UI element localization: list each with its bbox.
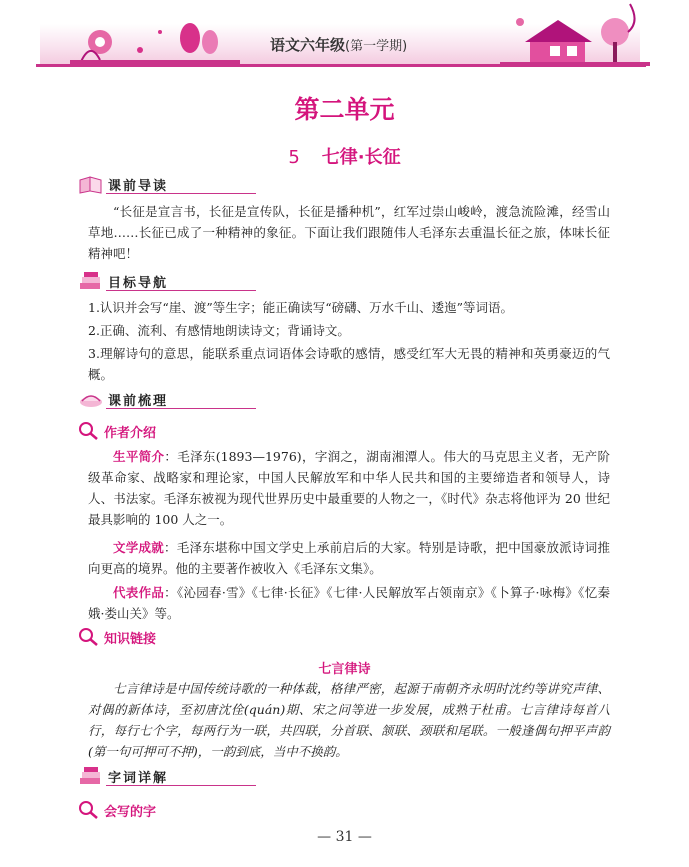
magnifier-icon [78, 800, 100, 820]
unit-title: 第二单元 [294, 95, 395, 124]
knowledge-heading: 知识链接 [78, 626, 156, 648]
magnifier-icon [78, 627, 100, 647]
section-review-heading: 课前梳理 [78, 388, 168, 410]
author-life: 生平简介：毛泽东(1893—1976)，字润之，湖南湘潭人。伟大的马克思主义者，无产阶级革命家、战略家和理论家，中国人民解放军和中华人民共和国的主要缔造者和领导人，诗人、书法家。毛泽东被视为现代世界历史中最重要的人物之一，《时代》杂志将他评为 20 世纪最具影响的 100 人之一。 [88, 449, 610, 527]
goal-item: 1.认识并会写“崖、渡”等生字；能正确读写“磅礴、万水千山、逶迤”等词语。 [88, 300, 513, 315]
lesson-number: 5 [288, 147, 300, 168]
preview-paragraph: “长征是宣言书，长征是宣传队，长征是播种机”，红军过崇山峻岭，渡急流险滩，经雪山草地……长征已成了一种精神的象征。下面让我们跟随伟人毛泽东去重温长征之旅，体味长征精神吧！ [88, 204, 610, 261]
author-works: 代表作品：《沁园春·雪》《七律·长征》《七律·人民解放军占领南京》《卜算子·咏梅》《忆秦娥·娄山关》等。 [88, 585, 610, 621]
section-preview-heading: 课前导读 [78, 173, 168, 195]
flower-decoration-icon [70, 20, 240, 66]
lesson-title [0, 143, 689, 169]
magnifier-icon [78, 421, 100, 441]
page-number: — 31 — [317, 829, 372, 845]
books-stack-icon [78, 766, 104, 786]
open-book-icon [78, 389, 104, 409]
goal-item: 3.理解诗句的意思，能联系重点词语体会诗歌的感情，感受红军大无畏的精神和英勇豪迈的气概。 [88, 346, 610, 382]
books-stack-icon [78, 271, 104, 291]
knowledge-title: 七言律诗 [318, 662, 371, 677]
header-title: 语文六年级(第一学期) [270, 36, 408, 54]
write-heading: 会写的字 [78, 799, 156, 821]
section-words-heading: 字词详解 [78, 765, 168, 787]
page-header [0, 0, 689, 70]
author-achievement: 文学成就：毛泽东堪称中国文学史上承前启后的大家。特别是诗歌，把中国豪放派诗词推向更高的境界。他的主要著作被收入《毛泽东文集》。 [88, 540, 610, 576]
header-line [36, 64, 646, 67]
house-decoration-icon [500, 2, 650, 66]
goal-item: 2.正确、流利、有感情地朗读诗文；背诵诗文。 [88, 323, 350, 338]
author-heading: 作者介绍 [78, 420, 156, 442]
lesson-name: 七律·长征 [321, 147, 401, 168]
section-goals-heading: 目标导航 [78, 270, 168, 292]
knowledge-paragraph: 七言律诗是中国传统诗歌的一种体裁，格律严密，起源于南朝齐永明时沈约等讲究声律、对偶的新体诗，至初唐沈佺(quán)期、宋之问等进一步发展，成熟于杜甫。七言律诗每首八行，每行七个字，每两行为一联，共四联，分首联、颔联、颈联和尾联。一般逢偶句押平声韵(第一句可押可不押)，一韵到底，当中不换韵。 [88, 681, 610, 759]
book-icon [78, 174, 104, 194]
